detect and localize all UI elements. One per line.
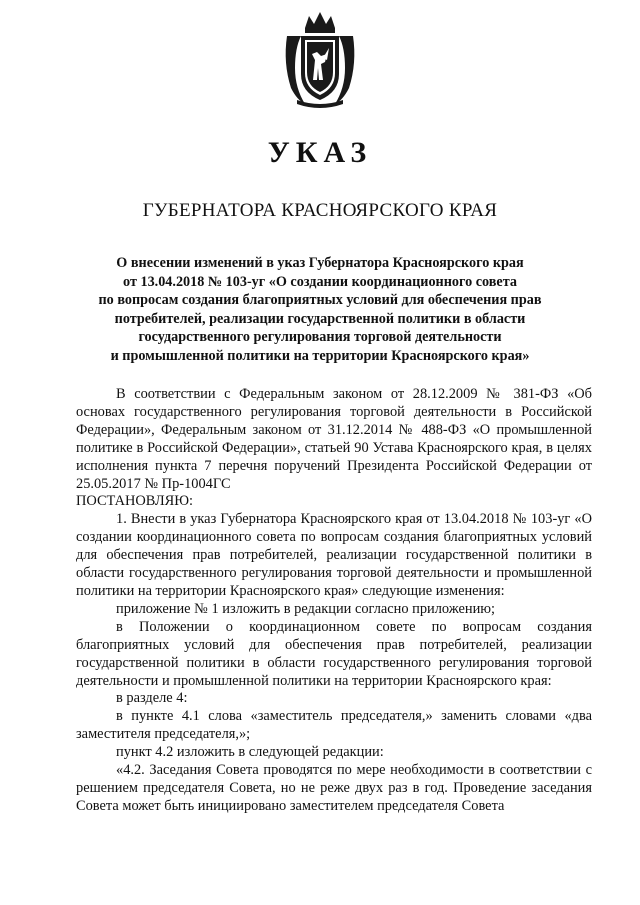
heading-line: по вопросам создания благоприятных условий для обеспечения прав xyxy=(98,292,542,308)
body-paragraph: «4.2. Заседания Совета проводятся по мере необходимости в соответствии с решением председателя Совета, но не реже двух раз в год. Проведение заседания Совета может быть инициировано заместителем председателя Совета xyxy=(76,762,592,814)
document-title: УКАЗ xyxy=(267,136,373,169)
heading-line: потребителей, реализации государственной политики в области xyxy=(114,310,526,327)
body-paragraph: 1. Внести в указ Губернатора Красноярского края от 13.04.2018 № 103-уг «О создании координационного совета по вопросам создания благоприятных условий для обеспечения прав потребителей, реализации государственной политики в области государственного регулирования торговой деятельности и промышленной политики на территории Красноярского края» следующие изменения: xyxy=(76,511,592,599)
heading-line: от 13.04.2018 № 103-уг «О создании координационного совета xyxy=(123,273,517,290)
document-body xyxy=(76,386,592,816)
preamble-paragraph: В соответствии с Федеральным законом от 28.12.2009 № 381-ФЗ «Об основах государственного регулирования торговой деятельности в Российской Федерации», Федеральным законом от 31.12.2014 № 488-ФЗ «О промышленной политике в Российской Федерации», статьей 90 Устава Красноярского края, в целях исполнения пункта 7 перечня поручений Президента Российской Федерации от 25.05.2017 № Пр-1004ГС xyxy=(76,386,592,492)
heading-line: государственного регулирования торговой деятельности xyxy=(138,329,502,345)
body-paragraph: в Положении о координационном совете по вопросам создания благоприятных условий для обеспечения прав потребителей, реализации государственной политики в области государственного регулирования торговой деятельности и промышленной политики на территории Красноярского края: xyxy=(76,618,592,689)
decree-word: ПОСТАНОВЛЯЮ: xyxy=(76,493,194,510)
body-paragraph: в пункте 4.1 слова «заместитель председателя,» заменить словами «два заместителя председателя,»; xyxy=(76,708,592,743)
coat-of-arms-icon xyxy=(283,8,357,108)
document-heading xyxy=(90,254,550,365)
heading-line: и промышленной политики на территории Красноярского края» xyxy=(110,347,530,364)
body-paragraph: в разделе 4: xyxy=(116,690,188,707)
body-paragraph: приложение № 1 изложить в редакции согласно приложению; xyxy=(116,600,496,617)
heading-line: О внесении изменений в указ Губернатора Красноярского края xyxy=(116,255,524,271)
document-issuer: ГУБЕРНАТОРА КРАСНОЯРСКОГО КРАЯ xyxy=(142,200,498,221)
body-paragraph: пункт 4.2 изложить в следующей редакции: xyxy=(116,744,384,761)
